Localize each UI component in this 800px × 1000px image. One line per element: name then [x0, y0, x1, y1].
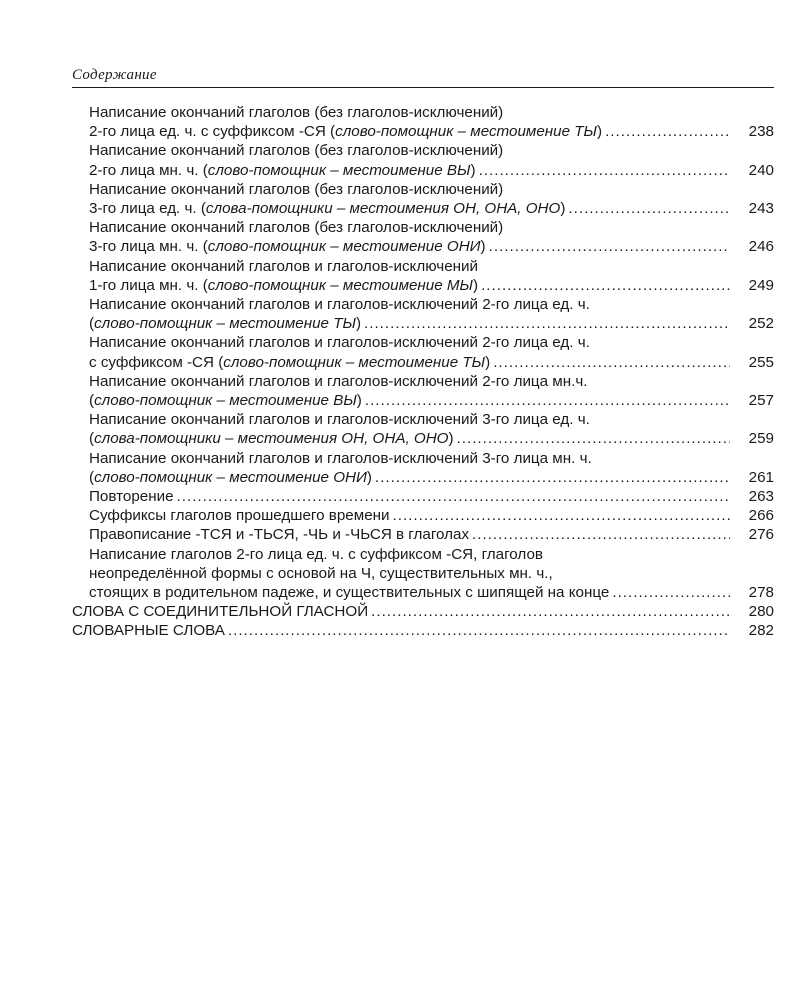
- toc-entry-line: [72, 525, 774, 544]
- table-of-contents: [72, 103, 774, 641]
- toc-entry-line: [72, 257, 774, 276]
- toc-entry[interactable]: [72, 449, 774, 487]
- toc-text: ): [470, 161, 476, 179]
- toc-entry-text: [89, 372, 587, 391]
- page-number: 263: [748, 488, 774, 506]
- toc-text: Правописание -ТСЯ и -ТЬСЯ, -ЧЬ и -ЧЬСЯ в глаголах: [89, 526, 470, 544]
- toc-text: с суффиксом -СЯ (: [89, 353, 224, 371]
- toc-entry-line: [72, 449, 774, 468]
- toc-entry-text: [89, 506, 390, 525]
- toc-text: Написание окончаний глаголов (без глаголов-исключений): [89, 180, 504, 198]
- toc-text: 3-го лица ед. ч. (: [89, 200, 206, 218]
- toc-entry-text: [89, 314, 361, 333]
- dot-leader: [481, 276, 730, 295]
- toc-text: ): [356, 392, 362, 410]
- toc-text: СЛОВА С СОЕДИНИТЕЛЬНОЙ ГЛАСНОЙ: [72, 603, 369, 621]
- toc-entry-line: [72, 295, 774, 314]
- page-number: 257: [748, 392, 774, 410]
- dot-leader: [612, 583, 730, 602]
- running-header: [72, 66, 774, 88]
- page-number: 252: [748, 315, 774, 333]
- toc-entry[interactable]: [72, 545, 774, 603]
- dot-leader: [177, 487, 730, 506]
- toc-text: ): [560, 200, 566, 218]
- toc-entry-line: [72, 372, 774, 391]
- toc-entry-line: [72, 314, 774, 333]
- page-number: 243: [748, 200, 774, 218]
- toc-entry-line: [72, 583, 774, 602]
- toc-entry-line: [72, 602, 774, 621]
- toc-entry-text: [89, 449, 592, 468]
- toc-entry-text: [89, 199, 565, 218]
- toc-entry[interactable]: [72, 257, 774, 295]
- toc-entry-text: [89, 161, 476, 180]
- toc-entry-line: [72, 141, 774, 160]
- dot-leader: [605, 122, 730, 141]
- toc-italic-text: слово-помощник – местоимение ТЫ: [335, 123, 597, 141]
- toc-entry-text: [89, 103, 503, 122]
- page-number: 246: [748, 238, 774, 256]
- toc-entry[interactable]: [72, 506, 774, 525]
- dot-leader: [472, 525, 730, 544]
- page-number: 255: [748, 353, 774, 371]
- toc-text: ): [448, 430, 454, 448]
- toc-text: Написание окончаний глаголов и глаголов-исключений: [89, 257, 478, 275]
- toc-italic-text: слово-помощник – местоимение ОНИ: [94, 468, 367, 486]
- toc-entry-text: [89, 257, 478, 276]
- toc-entry[interactable]: [72, 621, 774, 640]
- toc-text: ): [355, 315, 361, 333]
- page-number: 280: [748, 603, 774, 621]
- toc-entry-line: [72, 218, 774, 237]
- toc-text: 1-го лица мн. ч. (: [89, 276, 208, 294]
- toc-italic-text: слово-помощник – местоимение ТЫ: [94, 315, 356, 333]
- toc-text: Написание окончаний глаголов и глаголов-исключений 2-го лица ед. ч.: [89, 334, 590, 352]
- toc-entry-text: [89, 410, 590, 429]
- toc-text: неопределённой формы с основой на Ч, существительных мн. ч.,: [89, 564, 553, 582]
- toc-text: (: [89, 468, 95, 486]
- toc-entry[interactable]: [72, 218, 774, 256]
- toc-entry[interactable]: [72, 410, 774, 448]
- toc-entry-text: [89, 564, 553, 583]
- toc-entry-text: [89, 545, 543, 564]
- toc-entry-text: [89, 180, 503, 199]
- toc-entry[interactable]: [72, 180, 774, 218]
- toc-entry-line: [72, 237, 774, 256]
- toc-entry-line: [72, 103, 774, 122]
- toc-entry-text: [72, 602, 368, 621]
- dot-leader: [375, 468, 730, 487]
- toc-entry-text: [89, 141, 503, 160]
- page-number: 266: [748, 507, 774, 525]
- toc-entry-text: [89, 583, 609, 602]
- toc-entry-text: [89, 295, 590, 314]
- toc-italic-text: слово-помощник – местоимение ВЫ: [207, 161, 471, 179]
- dot-leader: [364, 314, 730, 333]
- toc-text: Написание окончаний глаголов и глаголов-исключений 2-го лица мн.ч.: [89, 372, 588, 390]
- toc-text: Написание глаголов 2-го лица ед. ч. с суффиксом -СЯ, глаголов: [89, 545, 543, 563]
- toc-entry-text: [89, 391, 362, 410]
- dot-leader: [489, 237, 730, 256]
- toc-text: Написание окончаний глаголов и глаголов-исключений 2-го лица ед. ч.: [89, 296, 590, 314]
- dot-leader: [371, 602, 730, 621]
- toc-entry-line: [72, 161, 774, 180]
- toc-text: ): [485, 353, 491, 371]
- page-number: 259: [748, 430, 774, 448]
- toc-entry[interactable]: [72, 602, 774, 621]
- toc-text: 2-го лица мн. ч. (: [89, 161, 208, 179]
- toc-entry-text: [89, 525, 469, 544]
- toc-entry-text: [89, 429, 454, 448]
- toc-entry-line: [72, 333, 774, 352]
- page-number: 249: [748, 276, 774, 294]
- toc-entry-text: [89, 276, 478, 295]
- toc-entry-line: [72, 621, 774, 640]
- toc-entry-line: [72, 410, 774, 429]
- dot-leader: [568, 199, 730, 218]
- toc-entry-line: [72, 180, 774, 199]
- dot-leader: [493, 353, 730, 372]
- toc-text: (: [89, 315, 95, 333]
- header-title: Содержание: [72, 67, 157, 83]
- toc-text: (: [89, 430, 95, 448]
- page-number: 261: [748, 468, 774, 486]
- toc-entry-line: [72, 468, 774, 487]
- toc-text: 3-го лица мн. ч. (: [89, 238, 208, 256]
- toc-entry-line: [72, 276, 774, 295]
- page-number: 282: [748, 622, 774, 640]
- dot-leader: [393, 506, 730, 525]
- toc-entry-text: [89, 353, 490, 372]
- toc-entry[interactable]: [72, 103, 774, 141]
- toc-italic-text: слово-помощник – местоимение ВЫ: [94, 392, 357, 410]
- toc-entry-text: [89, 218, 503, 237]
- toc-text: Написание окончаний глаголов (без глаголов-исключений): [89, 142, 504, 160]
- page-number: 278: [748, 584, 774, 602]
- toc-entry-text: [89, 333, 590, 352]
- toc-entry-text: [72, 621, 225, 640]
- dot-leader: [479, 161, 730, 180]
- toc-italic-text: слово-помощник – местоимение ТЫ: [223, 353, 486, 371]
- toc-entry-line: [72, 122, 774, 141]
- toc-entry-text: [89, 468, 372, 487]
- toc-italic-text: слова-помощники – местоимения ОН, ОНА, ОНО: [94, 430, 449, 448]
- toc-text: ): [480, 238, 486, 256]
- toc-text: Написание окончаний глаголов (без глаголов-исключений): [89, 104, 504, 121]
- toc-entry-line: [72, 564, 774, 583]
- toc-entry[interactable]: [72, 295, 774, 333]
- toc-text: Написание окончаний глаголов (без глаголов-исключений): [89, 219, 504, 237]
- toc-text: СЛОВАРНЫЕ СЛОВА: [72, 622, 225, 640]
- page-number: 238: [748, 123, 774, 141]
- toc-entry[interactable]: [72, 333, 774, 371]
- toc-text: Написание окончаний глаголов и глаголов-исключений 3-го лица мн. ч.: [89, 449, 592, 467]
- toc-entry-line: [72, 545, 774, 564]
- page-number: 276: [748, 526, 774, 544]
- toc-italic-text: слова-помощники – местоимения ОН, ОНА, ОНО: [205, 200, 561, 218]
- toc-entry-line: [72, 391, 774, 410]
- dot-leader: [457, 429, 730, 448]
- toc-italic-text: слово-помощник – местоимение МЫ: [207, 276, 474, 294]
- toc-entry-line: [72, 487, 774, 506]
- toc-text: (: [89, 392, 95, 410]
- toc-text: ): [473, 276, 479, 294]
- toc-entry[interactable]: [72, 487, 774, 506]
- toc-entry-line: [72, 199, 774, 218]
- toc-entry[interactable]: [72, 141, 774, 179]
- toc-text: 2-го лица ед. ч. с суффиксом -СЯ (: [89, 123, 336, 141]
- toc-entry[interactable]: [72, 525, 774, 544]
- toc-entry-text: [89, 487, 174, 506]
- toc-text: Повторение: [89, 488, 174, 506]
- page-number: 240: [748, 161, 774, 179]
- toc-entry-line: [72, 353, 774, 372]
- toc-text: Суффиксы глаголов прошедшего времени: [89, 507, 390, 525]
- dot-leader: [365, 391, 730, 410]
- toc-text: стоящих в родительном падеже, и существительных с шипящей на конце: [89, 584, 610, 602]
- toc-text: ): [366, 468, 372, 486]
- toc-entry-text: [89, 237, 486, 256]
- toc-entry[interactable]: [72, 372, 774, 410]
- toc-entry-line: [72, 506, 774, 525]
- toc-text: Написание окончаний глаголов и глаголов-исключений 3-го лица ед. ч.: [89, 411, 590, 429]
- toc-italic-text: слово-помощник – местоимение ОНИ: [207, 238, 481, 256]
- toc-entry-text: [89, 122, 602, 141]
- toc-entry-line: [72, 429, 774, 448]
- toc-text: ): [597, 123, 603, 141]
- dot-leader: [228, 621, 730, 640]
